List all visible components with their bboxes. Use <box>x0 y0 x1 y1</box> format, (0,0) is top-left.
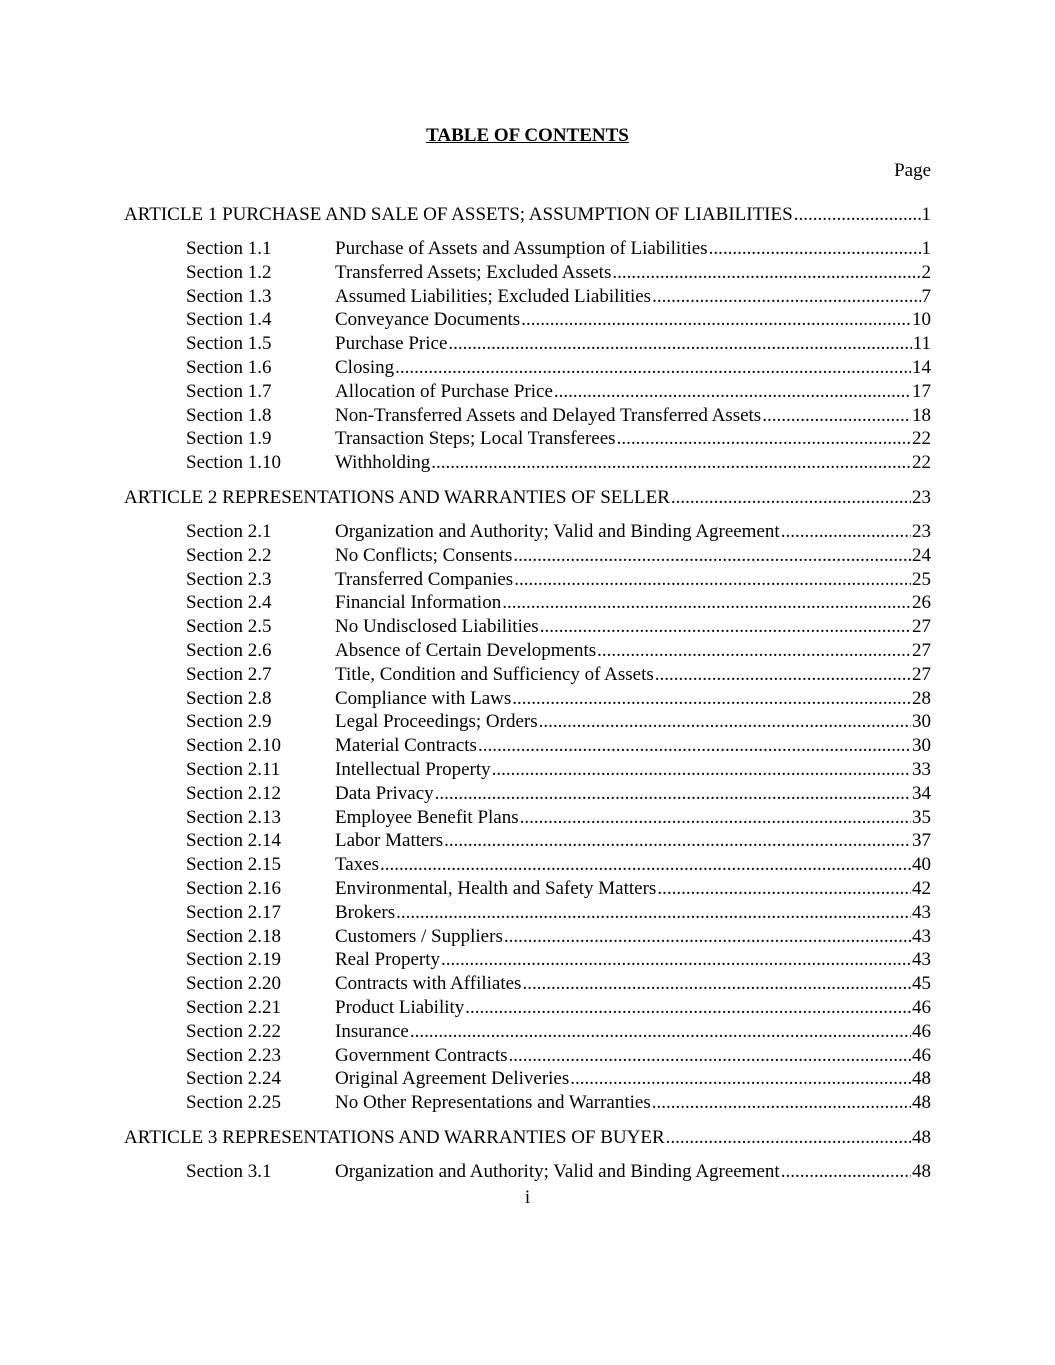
dot-leader <box>652 285 920 309</box>
section-title: Real Property <box>335 949 441 971</box>
dot-leader <box>554 380 911 404</box>
section-title: Purchase Price <box>335 333 448 355</box>
section-number: Section 2.16 <box>186 877 281 899</box>
section-number: Section 1.8 <box>186 404 272 426</box>
section-title: Labor Matters <box>335 830 444 852</box>
section-title: Employee Benefit Plans <box>335 806 519 828</box>
toc-section-entry[interactable] <box>124 782 931 806</box>
toc-section-entry[interactable] <box>124 925 931 949</box>
article-page-number: 1 <box>921 204 931 225</box>
section-title: Product Liability <box>335 996 465 1018</box>
toc-section-entry[interactable] <box>124 806 931 830</box>
toc-section-entry[interactable] <box>124 261 931 285</box>
section-number: Section 2.18 <box>186 925 281 947</box>
dot-leader <box>441 948 911 972</box>
toc-article-entry[interactable] <box>124 203 931 227</box>
section-number: Section 2.22 <box>186 1020 281 1042</box>
section-title: Legal Proceedings; Orders <box>335 711 538 733</box>
section-page-number: 17 <box>912 380 931 402</box>
section-title: Intellectual Property <box>335 758 491 780</box>
toc-section-entry[interactable] <box>124 380 931 404</box>
section-number: Section 1.1 <box>186 238 272 259</box>
dot-leader <box>781 520 911 544</box>
toc-section-entry[interactable] <box>124 1020 931 1044</box>
section-title: No Undisclosed Liabilities <box>335 616 539 638</box>
section-title: Brokers <box>335 901 396 923</box>
section-page-number: 27 <box>912 663 931 685</box>
section-page-number: 46 <box>912 996 931 1018</box>
dot-leader <box>492 758 911 782</box>
toc-section-entry[interactable] <box>124 332 931 356</box>
section-title: No Other Representations and Warranties <box>335 1092 651 1114</box>
section-page-number: 46 <box>912 1020 931 1042</box>
toc-article-entry[interactable] <box>124 486 931 510</box>
section-page-number: 1 <box>921 238 931 259</box>
section-number: Section 1.3 <box>186 285 272 307</box>
toc-section-entry[interactable] <box>124 948 931 972</box>
toc-section-entry[interactable] <box>124 1160 931 1184</box>
section-title: Government Contracts <box>335 1044 508 1066</box>
section-page-number: 30 <box>912 711 931 733</box>
section-number: Section 1.5 <box>186 333 272 355</box>
section-number: Section 2.20 <box>186 973 281 995</box>
dot-leader <box>657 877 911 901</box>
section-page-number: 22 <box>912 452 931 474</box>
section-title: Material Contracts <box>335 735 477 757</box>
toc-section-entry[interactable] <box>124 404 931 428</box>
article-page-number: 48 <box>912 1126 931 1148</box>
section-title: Data Privacy <box>335 782 434 804</box>
section-page-number: 42 <box>912 877 931 899</box>
section-number: Section 2.15 <box>186 854 281 876</box>
section-page-number: 24 <box>912 544 931 566</box>
section-page-number: 46 <box>912 1044 931 1066</box>
section-page-number: 2 <box>921 261 931 283</box>
section-title: Transaction Steps; Local Transferees <box>335 428 616 450</box>
dot-leader <box>666 1126 911 1150</box>
section-title: Contracts with Affiliates <box>335 973 522 995</box>
section-number: Section 2.13 <box>186 806 281 828</box>
article-heading: ARTICLE 1 PURCHASE AND SALE OF ASSETS; ASSUMPTION OF LIABILITIES <box>124 204 793 225</box>
section-number: Section 2.7 <box>186 663 272 685</box>
section-page-number: 43 <box>912 901 931 923</box>
section-page-number: 30 <box>912 735 931 757</box>
section-page-number: 11 <box>912 333 931 355</box>
toc-section-entry[interactable] <box>124 901 931 925</box>
section-number: Section 2.12 <box>186 782 281 804</box>
section-title: Absence of Certain Developments <box>335 639 597 661</box>
section-number: Section 2.5 <box>186 616 272 638</box>
section-title: Title, Condition and Sufficiency of Assets <box>335 663 654 685</box>
toc-section-entry[interactable] <box>124 710 931 734</box>
toc-section-entry[interactable] <box>124 1091 931 1115</box>
section-title: Organization and Authority; Valid and Binding Agreement <box>335 520 780 542</box>
section-number: Section 2.2 <box>186 544 272 566</box>
toc-section-entry[interactable] <box>124 427 931 451</box>
dot-leader <box>570 1067 911 1091</box>
section-page-number: 14 <box>912 356 931 378</box>
section-page-number: 27 <box>912 616 931 638</box>
toc-section-entry[interactable] <box>124 734 931 758</box>
section-title: Transferred Companies <box>335 568 514 590</box>
section-number: Section 2.4 <box>186 592 272 614</box>
toc-section-entry[interactable] <box>124 451 931 475</box>
section-number: Section 2.6 <box>186 639 272 661</box>
dot-leader <box>444 829 911 853</box>
section-page-number: 48 <box>912 1160 931 1182</box>
section-title: Allocation of Purchase Price <box>335 380 553 402</box>
table-of-contents <box>124 203 931 1184</box>
toc-section-entry[interactable] <box>124 1067 931 1091</box>
section-page-number: 48 <box>912 1068 931 1090</box>
dot-leader <box>671 486 911 510</box>
toc-section-entry[interactable] <box>124 639 931 663</box>
footer-page-number: i <box>524 1187 531 1208</box>
dot-leader <box>652 1091 911 1115</box>
dot-leader <box>509 1044 911 1068</box>
dot-leader <box>502 591 911 615</box>
dot-leader <box>522 972 911 996</box>
toc-section-entry[interactable] <box>124 237 931 261</box>
section-title: Conveyance Documents <box>335 309 521 331</box>
toc-section-entry[interactable] <box>124 285 931 309</box>
page-title: TABLE OF CONTENTS <box>426 125 629 146</box>
dot-leader <box>709 237 921 261</box>
section-number: Section 3.1 <box>186 1160 272 1182</box>
section-title: Insurance <box>335 1020 409 1042</box>
section-title: Transferred Assets; Excluded Assets <box>335 261 612 283</box>
section-title: Environmental, Health and Safety Matters <box>335 877 657 899</box>
dot-leader <box>435 782 911 806</box>
section-page-number: 18 <box>912 404 931 426</box>
dot-leader <box>410 1020 911 1044</box>
dot-leader <box>762 404 911 428</box>
toc-section-entry[interactable] <box>124 356 931 380</box>
toc-section-entry[interactable] <box>124 996 931 1020</box>
dot-leader <box>431 451 911 475</box>
dot-leader <box>465 996 911 1020</box>
dot-leader <box>395 356 911 380</box>
dot-leader <box>540 615 911 639</box>
dot-leader <box>520 806 911 830</box>
section-title: Taxes <box>335 854 380 876</box>
section-page-number: 33 <box>912 758 931 780</box>
toc-section-entry[interactable] <box>124 308 931 332</box>
section-page-number: 34 <box>912 782 931 804</box>
dot-leader <box>448 332 911 356</box>
section-number: Section 1.2 <box>186 261 272 283</box>
toc-section-entry[interactable] <box>124 877 931 901</box>
toc-section-entry[interactable] <box>124 520 931 544</box>
section-page-number: 43 <box>912 925 931 947</box>
section-title: Non-Transferred Assets and Delayed Transferred Assets <box>335 404 762 426</box>
dot-leader <box>597 639 911 663</box>
section-number: Section 2.24 <box>186 1068 281 1090</box>
dot-leader <box>380 853 911 877</box>
section-page-number: 7 <box>921 285 931 307</box>
toc-section-entry[interactable] <box>124 591 931 615</box>
section-number: Section 2.10 <box>186 735 281 757</box>
section-title: Customers / Suppliers <box>335 925 503 947</box>
article-heading: ARTICLE 2 REPRESENTATIONS AND WARRANTIES OF SELLER <box>124 486 670 508</box>
dot-leader <box>513 544 911 568</box>
section-number: Section 2.17 <box>186 901 281 923</box>
section-number: Section 2.3 <box>186 568 272 590</box>
toc-section-entry[interactable] <box>124 853 931 877</box>
section-number: Section 2.14 <box>186 830 281 852</box>
dot-leader <box>655 663 911 687</box>
section-page-number: 25 <box>912 568 931 590</box>
toc-section-entry[interactable] <box>124 663 931 687</box>
section-title: Purchase of Assets and Assumption of Liabilities <box>335 238 708 259</box>
section-page-number: 26 <box>912 592 931 614</box>
section-number: Section 1.7 <box>186 380 272 402</box>
dot-leader <box>539 710 911 734</box>
section-title: Original Agreement Deliveries <box>335 1068 570 1090</box>
dot-leader <box>781 1160 911 1184</box>
section-number: Section 2.25 <box>186 1092 281 1114</box>
section-page-number: 28 <box>912 687 931 709</box>
toc-section-entry[interactable] <box>124 1044 931 1068</box>
dot-leader <box>512 687 911 711</box>
dot-leader <box>612 261 920 285</box>
section-page-number: 40 <box>912 854 931 876</box>
toc-section-entry[interactable] <box>124 687 931 711</box>
toc-section-entry[interactable] <box>124 758 931 782</box>
dot-leader <box>514 568 911 592</box>
section-number: Section 1.10 <box>186 452 281 474</box>
dot-leader <box>478 734 911 758</box>
section-title: No Conflicts; Consents <box>335 544 513 566</box>
section-page-number: 37 <box>912 830 931 852</box>
section-page-number: 45 <box>912 973 931 995</box>
section-page-number: 35 <box>912 806 931 828</box>
article-heading: ARTICLE 3 REPRESENTATIONS AND WARRANTIES OF BUYER <box>124 1126 665 1148</box>
dot-leader <box>504 925 911 949</box>
section-number: Section 2.23 <box>186 1044 281 1066</box>
section-page-number: 48 <box>912 1092 931 1114</box>
section-number: Section 2.21 <box>186 996 281 1018</box>
dot-leader <box>521 308 911 332</box>
dot-leader <box>396 901 911 925</box>
toc-section-entry[interactable] <box>124 568 931 592</box>
section-number: Section 1.9 <box>186 428 272 450</box>
section-number: Section 2.9 <box>186 711 272 733</box>
section-page-number: 43 <box>912 949 931 971</box>
section-title: Withholding <box>335 452 431 474</box>
section-page-number: 10 <box>912 309 931 331</box>
section-title: Financial Information <box>335 592 502 614</box>
section-number: Section 2.1 <box>186 520 272 542</box>
section-number: Section 1.4 <box>186 309 272 331</box>
dot-leader <box>617 427 911 451</box>
section-number: Section 2.11 <box>186 758 281 780</box>
toc-section-entry[interactable] <box>124 829 931 853</box>
section-title: Organization and Authority; Valid and Binding Agreement <box>335 1160 780 1182</box>
section-title: Assumed Liabilities; Excluded Liabilities <box>335 285 652 307</box>
article-page-number: 23 <box>912 486 931 508</box>
toc-section-entry[interactable] <box>124 544 931 568</box>
section-number: Section 1.6 <box>186 356 272 378</box>
section-number: Section 2.19 <box>186 949 281 971</box>
toc-section-entry[interactable] <box>124 972 931 996</box>
dot-leader <box>794 203 921 227</box>
section-page-number: 27 <box>912 639 931 661</box>
section-page-number: 23 <box>912 520 931 542</box>
section-number: Section 2.8 <box>186 687 272 709</box>
page-column-label: Page <box>894 160 931 181</box>
section-title: Compliance with Laws <box>335 687 512 709</box>
toc-article-entry[interactable] <box>124 1126 931 1150</box>
section-page-number: 22 <box>912 428 931 450</box>
section-title: Closing <box>335 356 395 378</box>
toc-section-entry[interactable] <box>124 615 931 639</box>
